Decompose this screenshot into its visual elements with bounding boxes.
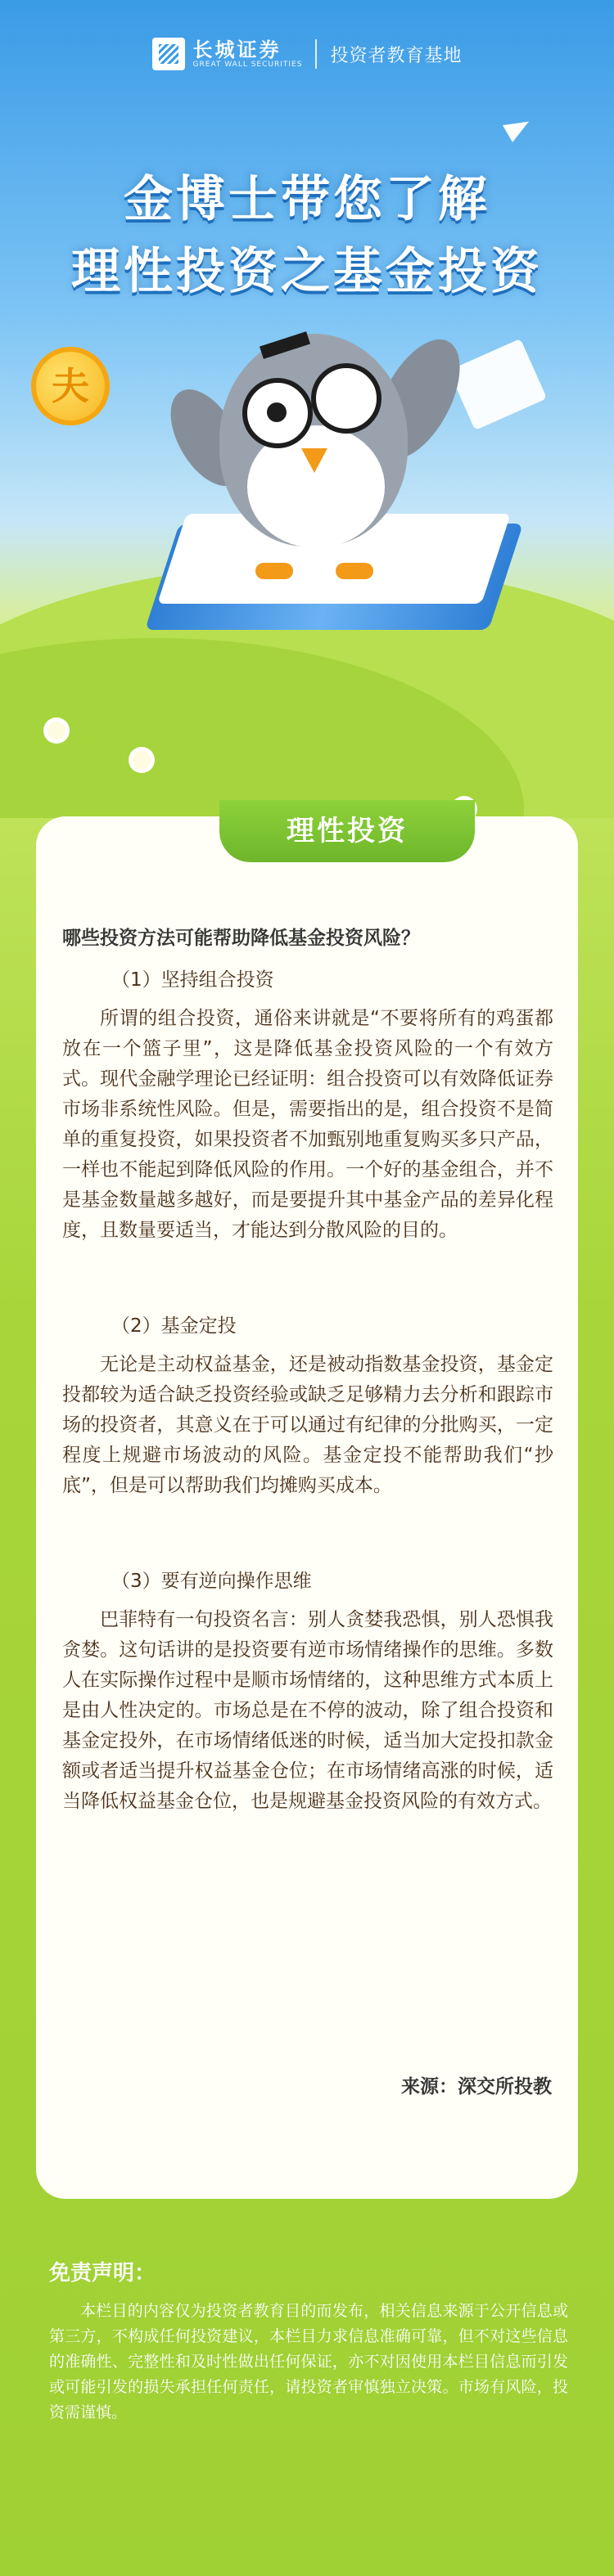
section-paragraph: 无论是主动权益基金，还是被动指数基金投资，基金定投都较为适合缺乏投资经验或缺乏足够精力去分析和跟踪市场的投资者，其意义在于可以通过有纪律的分批购买，一定程度上规避市场波动的风险。基金定投不能帮助我们“抄底”，但是可以帮助我们均摊购买成本。 xyxy=(62,1354,553,1496)
hero-title-line1: 金博士带您了解 xyxy=(124,171,490,228)
hero-title-line2: 理性投资之基金投资 xyxy=(71,243,543,300)
flying-paper-icon xyxy=(449,339,547,430)
owl-eye xyxy=(311,363,381,434)
article-card xyxy=(36,816,578,2199)
brand-name-english: GREAT WALL SECURITIES xyxy=(192,61,303,69)
owl-foot xyxy=(255,563,293,579)
owl-beak xyxy=(301,448,327,473)
disclaimer-title: 免责声明： xyxy=(49,2261,156,2286)
article-content xyxy=(62,954,553,1817)
section-heading: （3）要有逆向操作思维 xyxy=(111,1571,312,1592)
brand-subtitle: 投资者教育基地 xyxy=(330,45,463,66)
paper-plane-icon xyxy=(503,113,534,142)
owl-foot xyxy=(336,563,373,579)
section-tab: 理性投资 xyxy=(219,800,475,862)
flower-icon xyxy=(133,751,151,769)
flower-icon xyxy=(47,722,65,740)
owl-pupil xyxy=(267,402,287,422)
section-paragraph: 巴菲特有一句投资名言：别人贪婪我恐惧，别人恐惧我贪婪。这句话讲的是投资要有逆市场情绪操作的思维。多数人在实际操作过程中是顺市场情绪的，这种思维方式本质上是由人性决定的。市场总是在不停的波动，除了组合投资和基金定投外，在市场情绪低迷的时候，适当加大定投扣款金额或者适当提升权益基金仓位；在市场情绪高涨的时候，适当降低权益基金仓位，也是规避基金投资风险的有效方式。 xyxy=(62,1609,553,1812)
hero-banner xyxy=(0,0,614,818)
section-paragraph: 所谓的组合投资，通俗来讲就是“不要将所有的鸡蛋都放在一个篮子里”，这是降低基金投资风险的一个有效方式。现代金融学理论已经证明：组合投资可以有效降低证券市场非系统性风险。但是，需要指出的是，组合投资不是简单的重复投资，如果投资者不加甄别地重复购买多只产品，一样也不能起到降低风险的作用。一个好的基金组合，并不是基金数量越多越好，而是要提升其中基金产品的差异化程度，且数量要适当，才能达到分散风险的目的。 xyxy=(62,1008,553,1241)
article-source: 来源：深交所投教 xyxy=(401,2076,552,2097)
disclaimer-body: 本栏目的内容仅为投资者教育目的而发布，相关信息来源于公开信息或第三方，不构成任何投资建议，本栏目力求信息准确可靠，但不对这些信息的准确性、完整性和及时性做出任何保证，亦不对因使用本栏目信息而引发或可能引发的损失承担任何责任，请投资者审慎独立决策。市场有风险，投资需谨慎。 xyxy=(49,2302,568,2421)
brand-name: 长城证券 xyxy=(192,38,282,61)
brand-header xyxy=(0,38,614,70)
section-heading: （2）基金定投 xyxy=(111,1315,237,1337)
gold-coin-icon: 夫 xyxy=(31,347,110,425)
great-wall-logo-icon xyxy=(152,38,185,70)
header-divider xyxy=(315,39,317,69)
article-question: 哪些投资方法可能帮助降低基金投资风险？ xyxy=(62,928,420,949)
section-heading: （1）坚持组合投资 xyxy=(111,969,274,991)
